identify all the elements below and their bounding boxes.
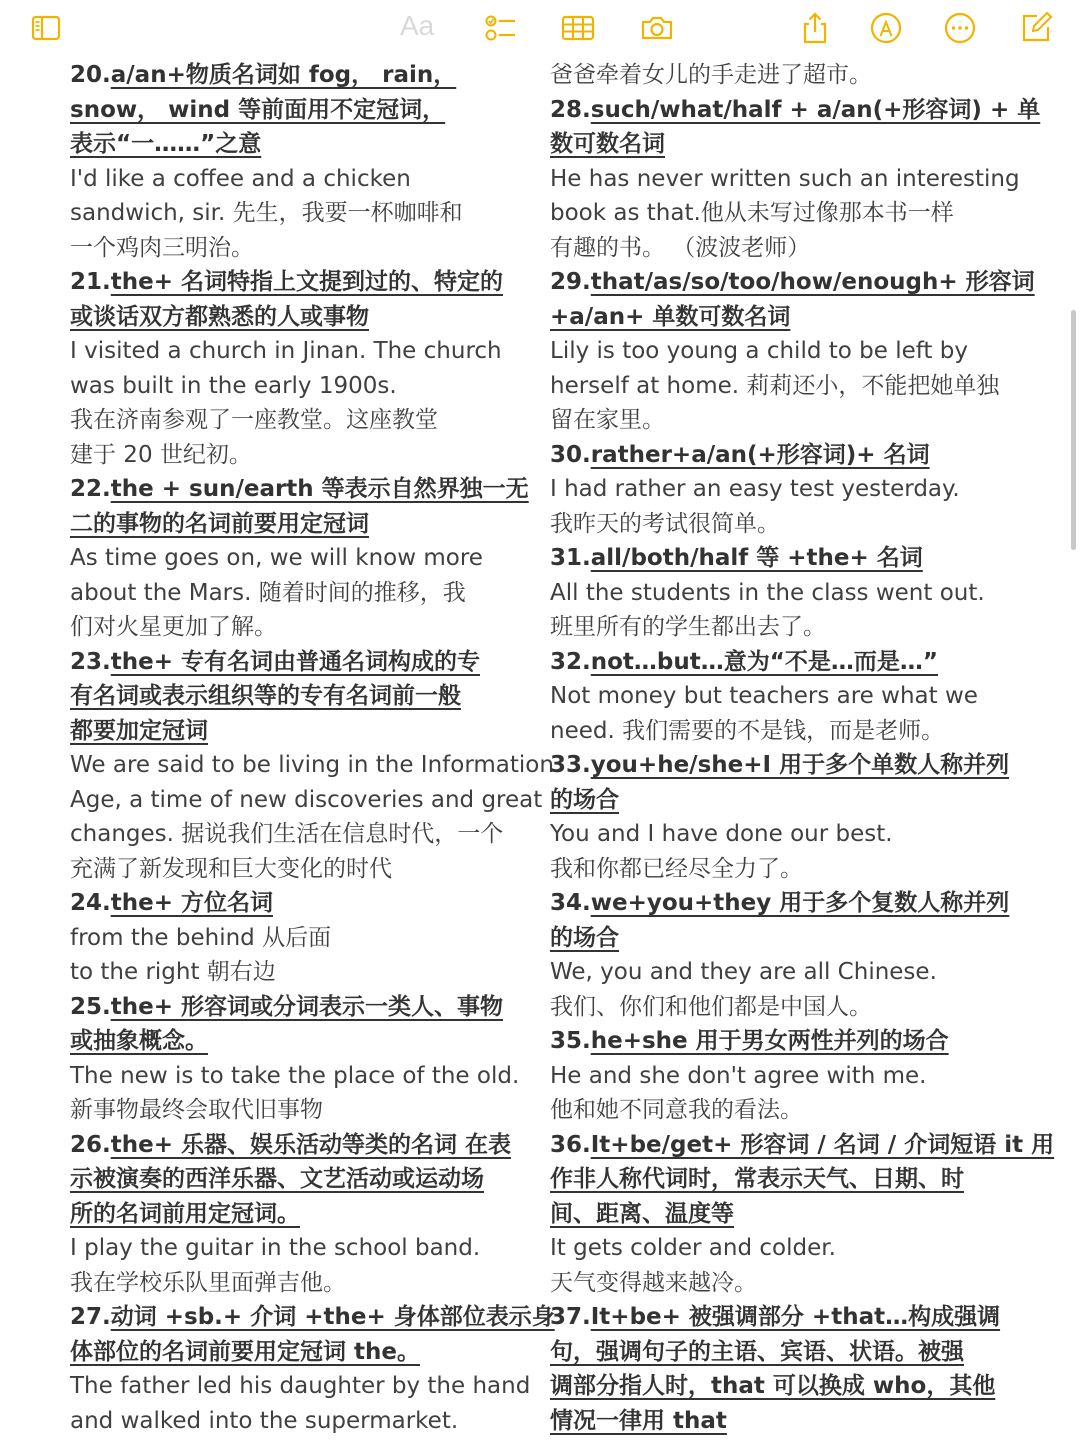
example-line: 们对火星更加了解。 bbox=[70, 614, 277, 640]
example-line: You and I have done our best. bbox=[550, 821, 893, 847]
example-line: 我在学校乐队里面弹吉他。 bbox=[70, 1269, 346, 1296]
markup-icon[interactable] bbox=[866, 8, 906, 48]
note-column-left bbox=[70, 58, 555, 1438]
rule-title: 二的事物的名词前要用定冠词 bbox=[70, 510, 369, 537]
rule-heading-line bbox=[70, 679, 532, 714]
rule-heading-line bbox=[550, 300, 1020, 335]
compose-icon[interactable] bbox=[1016, 8, 1056, 48]
rule-heading-34 bbox=[550, 886, 1020, 921]
rule-heading-line bbox=[550, 1197, 1020, 1232]
rule-number: 29. bbox=[550, 269, 591, 295]
rule-title: all/both/half 等 +the+ 名词 bbox=[590, 545, 923, 571]
rule-heading-37 bbox=[550, 1300, 1020, 1335]
rule-heading-24 bbox=[70, 886, 532, 921]
rule-title: 所的名词前用定冠词。 bbox=[70, 1200, 300, 1227]
example-line: 充满了新发现和巨大变化的时代 bbox=[70, 855, 392, 882]
rule-number: 26. bbox=[70, 1131, 111, 1158]
rule-heading-line bbox=[70, 300, 532, 335]
rule-title: he+she 用于男女两性并列的场合 bbox=[590, 1028, 949, 1054]
rule-heading-33 bbox=[550, 748, 1020, 783]
example-line: book as that.他从未写过像那本书一样 bbox=[550, 200, 954, 226]
rule-heading-line bbox=[550, 1404, 1020, 1439]
rule-number: 30. bbox=[550, 441, 591, 468]
rule-heading-line bbox=[70, 507, 532, 542]
example-line: 建于 20 世纪初。 bbox=[70, 441, 252, 468]
example-line: and walked into the supermarket. bbox=[70, 1407, 459, 1434]
rule-title: 调部分指人时，that 可以换成 who，其他 bbox=[550, 1373, 996, 1399]
rule-number: 23. bbox=[70, 648, 111, 675]
rule-title: 体部位的名词前要用定冠词 the。 bbox=[70, 1338, 420, 1365]
rule-title: you+he/she+I 用于多个单数人称并列 bbox=[590, 752, 1010, 778]
rule-title: the+ 乐器、娱乐活动等类的名词 在表 bbox=[110, 1131, 512, 1158]
rule-number: 32. bbox=[550, 648, 591, 675]
rule-title: 间、距离、温度等 bbox=[550, 1200, 734, 1227]
rule-heading-29 bbox=[550, 265, 1035, 300]
rule-heading-line bbox=[70, 1335, 532, 1370]
rule-heading-26 bbox=[70, 1128, 532, 1163]
rule-title: the + sun/earth 等表示自然界独一无 bbox=[110, 476, 529, 502]
rule-title: 动词 +sb.+ 介词 +the+ 身体部位表示身 bbox=[110, 1304, 555, 1330]
example-line: herself at home. 莉莉还小，不能把她单独 bbox=[550, 372, 1000, 399]
example-line: He and she don't agree with me. bbox=[550, 1062, 927, 1089]
example-line: We, you and they are all Chinese. bbox=[550, 959, 937, 985]
rule-title: the+ 形容词或分词表示一类人、事物 bbox=[110, 993, 503, 1020]
example-line: He has never written such an interesting bbox=[550, 165, 1020, 192]
rule-title: 表示“一……”之意 bbox=[70, 131, 262, 157]
rule-heading-line bbox=[550, 921, 1020, 956]
rule-number: 36. bbox=[550, 1131, 591, 1158]
rule-title: 或抽象概念。 bbox=[70, 1028, 208, 1054]
rule-heading-line bbox=[550, 1162, 1020, 1197]
example-line: I had rather an easy test yesterday. bbox=[550, 476, 960, 502]
rule-heading-line bbox=[70, 127, 532, 162]
rule-number: 33. bbox=[550, 752, 591, 778]
example-line: The new is to take the place of the old. bbox=[70, 1062, 520, 1089]
rule-title: 都要加定冠词 bbox=[70, 717, 208, 744]
example-line: 我们、你们和他们都是中国人。 bbox=[550, 993, 872, 1020]
rule-title: 或谈话双方都熟悉的人或事物 bbox=[70, 303, 369, 330]
rule-title: It+be+ 被强调部分 +that…构成强调 bbox=[590, 1304, 1001, 1330]
note-column-right bbox=[550, 58, 1055, 1438]
example-line: changes. 据说我们生活在信息时代，一个 bbox=[70, 821, 504, 847]
example-line: sandwich, sir. 先生，我要一杯咖啡和 bbox=[70, 200, 463, 226]
example-line: 他和她不同意我的看法。 bbox=[550, 1097, 803, 1123]
share-icon[interactable] bbox=[795, 8, 835, 48]
rule-title: snow， wind 等前面用不定冠词， bbox=[70, 96, 446, 123]
rule-title: rather+a/an(+形容词)+ 名词 bbox=[590, 441, 930, 468]
rule-number: 31. bbox=[550, 545, 591, 571]
rule-number: 35. bbox=[550, 1028, 591, 1054]
example-line: to the right 朝右边 bbox=[70, 959, 276, 985]
rule-heading-36 bbox=[550, 1128, 1055, 1163]
rule-number: 24. bbox=[70, 890, 111, 916]
text-format-icon[interactable]: Aa bbox=[400, 10, 435, 41]
rule-title: that/as/so/too/how/enough+ 形容词 bbox=[590, 269, 1035, 295]
rule-heading-23 bbox=[70, 645, 532, 680]
notes-toolbar bbox=[0, 0, 1080, 58]
example-line: I visited a church in Jinan. The church bbox=[70, 338, 502, 364]
rule-title: such/what/half + a/an(+形容词) + 单 bbox=[590, 96, 1041, 123]
rule-heading-line bbox=[70, 1197, 532, 1232]
rule-heading-31 bbox=[550, 541, 1020, 576]
rule-heading-line bbox=[70, 1162, 532, 1197]
rule-heading-25 bbox=[70, 990, 532, 1025]
rule-heading-32 bbox=[550, 645, 1020, 680]
rule-title: +a/an+ 单数可数名词 bbox=[550, 303, 791, 330]
rule-heading-20 bbox=[70, 58, 532, 93]
rule-title: we+you+they 用于多个复数人称并列 bbox=[590, 890, 1010, 916]
example-line: All the students in the class went out. bbox=[550, 579, 985, 606]
example-line: 新事物最终会取代旧事物 bbox=[70, 1097, 323, 1123]
rule-heading-line bbox=[70, 93, 532, 128]
rule-title: the+ 专有名词由普通名词构成的专 bbox=[110, 648, 480, 675]
rule-title: 作非人称代词时，常表示天气、日期、时 bbox=[550, 1166, 964, 1192]
rule-heading-27 bbox=[70, 1300, 555, 1335]
example-line: 我在济南参观了一座教堂。这座教堂 bbox=[70, 407, 438, 433]
rule-heading-line bbox=[550, 783, 1020, 818]
rule-title: a/an+物质名词如 fog， rain， bbox=[110, 62, 457, 88]
example-line: It gets colder and colder. bbox=[550, 1235, 836, 1261]
rule-title: 句，强调句子的主语、宾语、状语。被强 bbox=[550, 1338, 964, 1365]
rule-number: 28. bbox=[550, 96, 591, 123]
rule-heading-28 bbox=[550, 93, 1041, 128]
example-line: 爸爸牵着女儿的手走进了超市。 bbox=[550, 62, 872, 88]
example-line: 有趣的书。 （波波老师） bbox=[550, 234, 811, 261]
example-line: Lily is too young a child to be left by bbox=[550, 338, 968, 364]
vertical-scrollbar[interactable] bbox=[1071, 310, 1076, 550]
example-line: We are said to be living in the Information bbox=[70, 752, 554, 778]
example-line: 班里所有的学生都出去了。 bbox=[550, 614, 826, 640]
example-line: was built in the early 1900s. bbox=[70, 372, 397, 399]
camera-icon[interactable] bbox=[637, 8, 677, 48]
rule-heading-line bbox=[550, 1369, 1020, 1404]
sidebar-icon[interactable] bbox=[26, 8, 66, 48]
rule-heading-line bbox=[550, 1335, 1020, 1370]
rule-heading-35 bbox=[550, 1024, 1020, 1059]
example-line: 留在家里。 bbox=[550, 407, 665, 433]
rule-title: 示被演奏的西洋乐器、文艺活动或运动场 bbox=[70, 1166, 484, 1192]
rule-title: not…but…意为“不是…而是…” bbox=[590, 648, 938, 675]
rule-title: 数可数名词 bbox=[550, 131, 665, 157]
rule-heading-line bbox=[70, 714, 532, 749]
example-line: As time goes on, we will know more bbox=[70, 545, 483, 571]
rule-heading-line bbox=[70, 1024, 532, 1059]
example-line: I play the guitar in the school band. bbox=[70, 1235, 481, 1261]
rule-title: 的场合 bbox=[550, 924, 619, 951]
example-line: The father led his daughter by the hand bbox=[70, 1373, 531, 1399]
rule-heading-line bbox=[550, 127, 1020, 162]
rule-title: 有名词或表示组织等的专有名词前一般 bbox=[70, 683, 461, 709]
checklist-icon[interactable] bbox=[480, 8, 520, 48]
example-line: need. 我们需要的不是钱，而是老师。 bbox=[550, 717, 945, 744]
rule-title: the+ 名词特指上文提到过的、特定的 bbox=[110, 269, 503, 295]
more-icon[interactable] bbox=[940, 8, 980, 48]
rule-number: 20. bbox=[70, 62, 111, 88]
example-line: 我昨天的考试很简单。 bbox=[550, 510, 780, 537]
rule-heading-22 bbox=[70, 472, 532, 507]
table-icon[interactable] bbox=[558, 8, 598, 48]
rule-number: 25. bbox=[70, 993, 111, 1020]
example-line: Age, a time of new discoveries and great bbox=[70, 786, 543, 813]
rule-number: 21. bbox=[70, 269, 111, 295]
example-line: from the behind 从后面 bbox=[70, 924, 332, 951]
example-line: 我和你都已经尽全力了。 bbox=[550, 855, 803, 882]
rule-number: 27. bbox=[70, 1304, 111, 1330]
rule-heading-21 bbox=[70, 265, 532, 300]
rule-title: It+be/get+ 形容词 / 名词 / 介词短语 it 用 bbox=[590, 1131, 1055, 1158]
example-line: 天气变得越来越冷。 bbox=[550, 1269, 757, 1296]
example-line: Not money but teachers are what we bbox=[550, 683, 978, 709]
example-line: I'd like a coffee and a chicken bbox=[70, 165, 411, 192]
rule-title: 情况一律用 that bbox=[550, 1407, 727, 1434]
rule-heading-30 bbox=[550, 438, 1020, 473]
rule-title: the+ 方位名词 bbox=[110, 890, 273, 916]
rule-number: 22. bbox=[70, 476, 111, 502]
rule-number: 37. bbox=[550, 1304, 591, 1330]
example-line: 一个鸡肉三明治。 bbox=[70, 234, 254, 261]
rule-title: 的场合 bbox=[550, 786, 619, 813]
example-line: about the Mars. 随着时间的推移，我 bbox=[70, 579, 466, 606]
rule-number: 34. bbox=[550, 890, 591, 916]
